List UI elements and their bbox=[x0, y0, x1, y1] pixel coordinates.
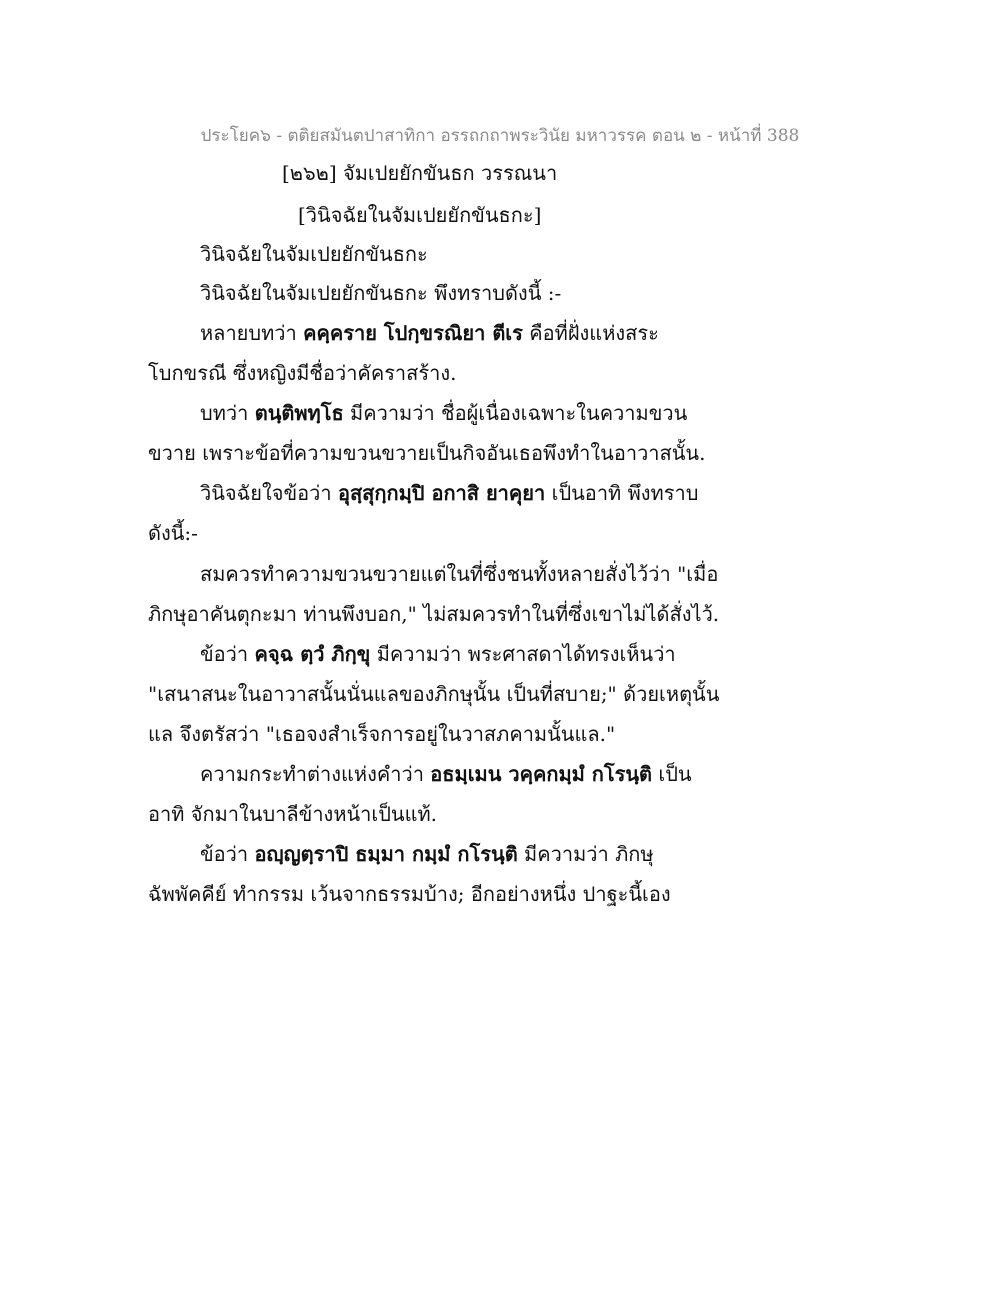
paragraph-7-line-2: "เสนาสนะในอาวาสนั้นนั่นแลของภิกษุนั้น เป็นที่สบาย;" ด้วยเหตุนั้น bbox=[148, 682, 720, 706]
paragraph-8-line-2: อาทิ จักมาในบาลีข้างหน้าเป็นแท้. bbox=[148, 802, 438, 826]
paragraph-4-line-2: ขวาย เพราะข้อที่ความขวนขวายเป็นกิจอันเธอพึงทำในอาวาสนั้น. bbox=[148, 441, 706, 465]
paragraph-9-line-2: ฉัพพัคคีย์ ทำกรรม เว้นจากธรรมบ้าง; อีกอย่างหนึ่ง ปาฐะนี้เอง bbox=[148, 882, 671, 906]
paragraph-8-line-1 bbox=[200, 759, 692, 789]
paragraph-8-rest: เป็น bbox=[652, 762, 692, 786]
paragraph-9-rest: มีความว่า ภิกษุ bbox=[517, 842, 654, 866]
paragraph-5-line-2: ดังนี้:- bbox=[148, 521, 198, 545]
paragraph-2: วินิจฉัยในจัมเปยยักขันธกะ พึงทราบดังนี้ :- bbox=[200, 281, 562, 305]
paragraph-7-rest: มีความว่า พระศาสดาได้ทรงเห็นว่า bbox=[370, 642, 676, 666]
paragraph-8-lead: ความกระทำต่างแห่งคำว่า bbox=[200, 762, 431, 786]
paragraph-5-rest: เป็นอาทิ พึงทราบ bbox=[545, 481, 699, 505]
paragraph-9-pali-term: อญฺญตฺราปิ ธมฺมา กมฺมํ กโรนฺติ bbox=[254, 842, 518, 866]
paragraph-7-line-3: แล จึงตรัสว่า "เธอจงสำเร็จการอยู่ในวาสภคามนั้นแล." bbox=[148, 722, 616, 746]
paragraph-5-line-1 bbox=[200, 478, 698, 508]
paragraph-7-line-1 bbox=[200, 639, 676, 669]
paragraph-3-line-1 bbox=[200, 318, 659, 348]
paragraph-3-line-2: โบกขรณี ซึ่งหญิงมีชื่อว่าคัคราสร้าง. bbox=[148, 361, 457, 385]
paragraph-4-rest: มีความว่า ชื่อผู้เนื่องเฉพาะในความขวน bbox=[343, 401, 688, 425]
paragraph-4-lead: บทว่า bbox=[200, 401, 255, 425]
paragraph-6-line-2: ภิกษุอาคันตุกะมา ท่านพึงบอก," ไม่สมควรทำในที่ซึ่งเขาไม่ได้สั่งไว้. bbox=[148, 602, 720, 626]
section-title: [๒๖๒] จัมเปยยักขันธก วรรณนา bbox=[282, 161, 558, 185]
section-subtitle: [วินิจฉัยในจัมเปยยักขันธกะ] bbox=[298, 203, 542, 227]
paragraph-3-pali-term: คคฺคราย โปกฺขรณิยา ตีเร bbox=[303, 321, 523, 345]
paragraph-9-line-1 bbox=[200, 839, 654, 869]
running-head: ประโยค๖ - ตติยสมันตปาสาทิกา อรรถกถาพระวินัย มหาวรรค ตอน ๒ - หน้าที่ 388 bbox=[200, 126, 800, 146]
paragraph-6-line-1: สมควรทำความขวนขวายแต่ในที่ซึ่งชนทั้งหลายสั่งไว้ว่า "เมื่อ bbox=[200, 562, 719, 586]
paragraph-7-lead: ข้อว่า bbox=[200, 642, 255, 666]
paragraph-5-lead: วินิจฉัยใจข้อว่า bbox=[200, 481, 338, 505]
paragraph-1: วินิจฉัยในจัมเปยยักขันธกะ bbox=[200, 242, 428, 266]
paragraph-8-pali-term: อธมฺเมน วคฺคกมฺมํ กโรนฺติ bbox=[430, 762, 653, 786]
paragraph-5-pali-term: อุสฺสุกฺกมฺปิ อกาสิ ยาคุยา bbox=[337, 481, 546, 505]
paragraph-4-pali-term: ตนฺติพทฺโธ bbox=[254, 401, 344, 425]
paragraph-3-rest: คือที่ฝั่งแห่งสระ bbox=[522, 321, 659, 345]
paragraph-4-line-1 bbox=[200, 398, 687, 428]
paragraph-3-lead: หลายบทว่า bbox=[200, 321, 304, 345]
paragraph-7-pali-term: คจฺฉ ตฺวํ ภิกฺขุ bbox=[254, 642, 371, 666]
paragraph-9-lead: ข้อว่า bbox=[200, 842, 255, 866]
